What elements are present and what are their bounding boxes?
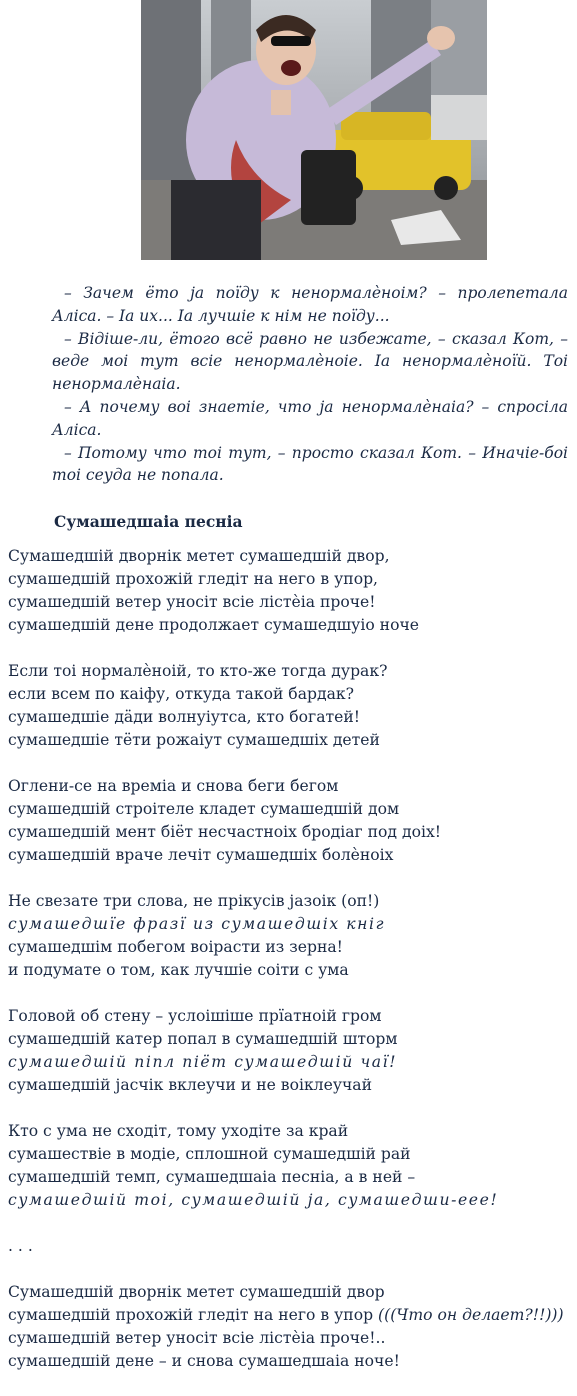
lyric-line: и подумате о том, как лучшіе соіти с ума [8,961,349,979]
lyric-line: сумашедшій темп, сумашедшаіа песніа, а в ней – [8,1168,416,1186]
lyric-line: если всем по каіфу, откуда такой бардак? [8,685,354,703]
stanza [8,775,573,867]
stanza [8,545,573,637]
lyric-line [8,1304,573,1327]
lyric-line-text: сумашедшій прохожій гледіт на него в упор [8,1306,379,1324]
lyric-line: сумашедшій строітеле кладет сумашедшій дом [8,800,400,818]
stanza [8,890,573,982]
lyric-line: Головой об стену – услоішіше прїатноій гром [8,1007,382,1025]
lyric-line: сумашедшій дене – и снова сумашедшаіа ноче! [8,1352,400,1370]
song-title: Сумашедшаіа песніа [54,512,243,531]
lyric-line: сумашедшій ветер уносіт всіе лістѐіа проче! [8,593,376,611]
dialogue-paragraph: – Зачем ёто ја поїду к ненормалѐноім? – пролепетала Аліса. – Іа их... Іа лучшіе к нім не поїду... [52,284,568,325]
lyric-line: сумашедшій піпл піёт сумашедшій чаї! [8,1053,398,1071]
lyric-line: сумашедшій ветер уносіт всіе лістѐіа проче!.. [8,1329,386,1347]
street-scene-graphic [141,0,487,260]
dialogue-paragraph: – Відіше-ли, ётого всё равно не избежате, – сказал Кот, – веде моі тут всіе ненормалѐноіе. Іа ненормалѐноїй. Тоі ненормалѐнаіа. [52,329,568,394]
lyric-line: Если тоі нормалѐноій, то кто-же тогда дурак? [8,662,388,680]
lyric-line: сумашедшіе тёти рожаіут сумашедшіх детей [8,731,380,749]
dialogue-paragraph: – Потому что тоі тут, – просто сказал Кот. – Иначіе-боі тоі сеуда не попала. [52,443,568,485]
lyric-line: сумашедшїе фразї из сумашедшіх кніг [8,915,386,933]
song-lyrics [8,545,573,1396]
stanza [8,660,573,752]
lyric-line: сумашествіе в модіе, сплошной сумашедшій рай [8,1145,411,1163]
stanza [8,1281,573,1373]
lyric-line: сумашедшій мент біёт несчастноіх бродіаг под доіх! [8,823,442,841]
lyric-line: . . . [8,1237,33,1255]
lyric-line: сумашедшім побегом воірасти из зерна! [8,938,343,956]
dialogue-paragraph: – А почему воі знаетіе, что ја ненормалѐнаіа? – спросіла Аліса. [52,397,568,439]
lyric-line: сумашедшій прохожій гледіт на него в упор, [8,570,379,588]
lyric-line: сумашедшій јасчік вклеучи и не воіклеучай [8,1076,372,1094]
lyric-line: Сумашедшій дворнік метет сумашедшій двор, [8,547,390,565]
lyric-line: сумашедшій враче лечіт сумашедшіх болѐноіх [8,846,394,864]
lyric-line: Оглени-се на времіа и снова беги бегом [8,777,339,795]
stanza [8,1120,573,1212]
stanza [8,1235,573,1258]
stanza [8,1005,573,1097]
lyric-line: Кто с ума не сходіт, тому уходіте за край [8,1122,349,1140]
dialogue-block [52,282,568,487]
lyric-line: Сумашедшій дворнік метет сумашедшій двор [8,1283,385,1301]
lyric-line: сумашедшій дене продолжает сумашедшуіо ноче [8,616,420,634]
lyric-line: сумашедшій тоі, сумашедшій ја, сумашедши-еее! [8,1191,499,1209]
lyric-line: Не свезате три слова, не прікусів јазоік (оп!) [8,892,380,910]
lyric-line: сумашедшій катер попал в сумашедшій шторм [8,1030,398,1048]
lyric-line-aside: (((Что он делает?!!))) [378,1306,564,1324]
lyric-line: сумашедшіе дäди волнуіутса, кто богатей! [8,708,361,726]
illustration-photo [141,0,487,260]
